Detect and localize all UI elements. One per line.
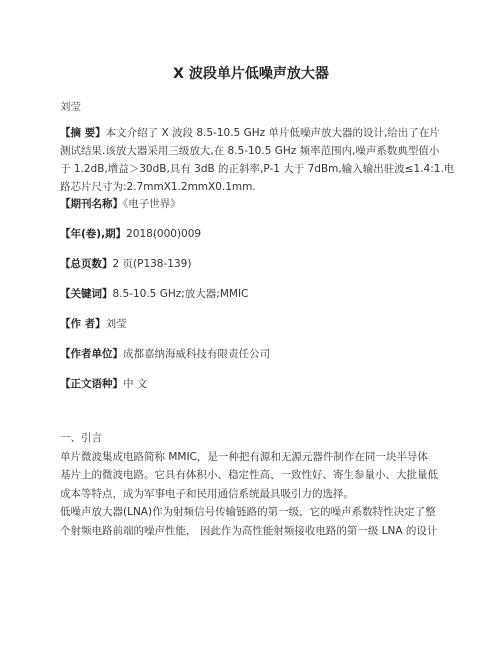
- field-label: 【作 者】: [60, 318, 106, 330]
- abstract-line: 路芯片尺寸为:2.7mmX1.2mmX0.1mm.: [60, 181, 256, 193]
- field-label: 【作者单位】: [60, 348, 123, 360]
- abstract-line: 于 1.2dB,增益＞30dB,具有 3dB 的正斜率,P-1 大于 7dBm,输入输出驻波≤1.4:1.电: [60, 163, 455, 175]
- field-author-affiliation: [60, 346, 270, 361]
- field-language: [60, 376, 147, 391]
- field-author: [60, 316, 127, 331]
- abstract-text: 本文介绍了 X 波段 8.5-10.5 GHz 单片低噪声放大器的设计,给出了在片: [105, 127, 440, 139]
- abstract-block: [60, 124, 455, 196]
- field-label: 【期刊名称】: [60, 198, 123, 210]
- abstract-line: [60, 124, 452, 142]
- body-line: 单片微波集成电路简称 MMIC，是一种把有源和无源元器件制作在同一块半导体: [60, 451, 428, 463]
- abstract-label: 【摘 要】: [60, 127, 106, 139]
- field-label: 【正文语种】: [60, 378, 123, 390]
- body-line: 基片上的微波电路。它具有体积小、稳定性高、一致性好、寄生参量小、大批量低: [60, 469, 438, 482]
- field-value: 中 文: [123, 378, 148, 390]
- field-value: 2 页(P138-139): [112, 258, 192, 270]
- document-title: X 波段单片低噪声放大器: [173, 66, 329, 82]
- field-total-pages: [60, 256, 191, 271]
- body-line: 低噪声放大器(LNA)作为射频信号传输链路的第一级，它的噪声系数特性决定了整: [60, 506, 436, 519]
- section-body: [60, 448, 452, 540]
- field-value: 2018(000)009: [126, 228, 202, 240]
- field-value: 8.5-10.5 GHz;放大器;MMIC: [112, 288, 249, 300]
- body-line: 个射频电路前端的噪声性能， 因此作为高性能射频接收电路的第一级 LNA 的设计: [60, 524, 438, 537]
- field-value: 成都嘉纳海威科技有限责任公司: [123, 348, 270, 360]
- author-name: 刘莹: [60, 101, 81, 113]
- field-keywords: [60, 286, 248, 301]
- section-heading: 一、引言: [60, 432, 102, 444]
- field-volume-issue: [60, 226, 201, 241]
- field-label: 【总页数】: [60, 258, 113, 270]
- field-journal-name: [60, 196, 181, 211]
- field-label: 【年(卷),期】: [60, 228, 127, 240]
- field-value: 刘莹: [105, 318, 127, 330]
- field-label: 【关键词】: [60, 288, 113, 300]
- abstract-line: 测试结果.该放大器采用三级放大,在 8.5-10.5 GHz 频率范围内,噪声系数典型值小: [60, 145, 440, 157]
- field-value: 《电子世界》: [123, 198, 181, 210]
- body-line: 成本等特点，成为军事电子和民用通信系统最具吸引力的选择。: [60, 487, 354, 500]
